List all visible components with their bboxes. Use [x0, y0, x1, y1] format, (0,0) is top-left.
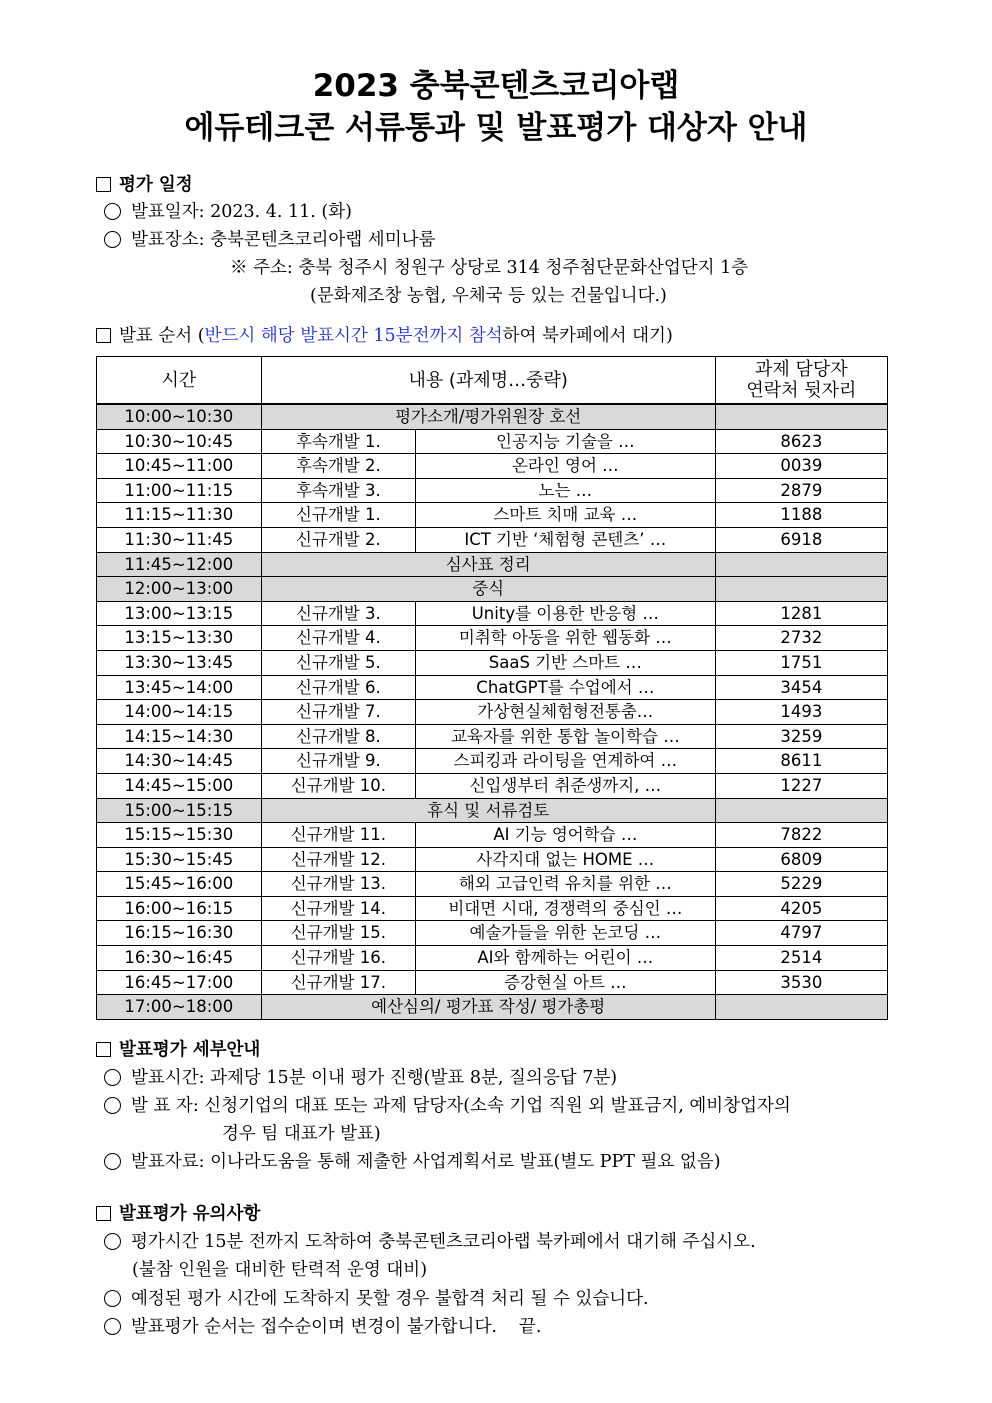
track-cell: 신규개발 1. — [261, 503, 415, 528]
order-heading-suffix: 하여 북카페에서 대기) — [502, 326, 673, 346]
time-cell: 14:00~14:15 — [97, 700, 262, 725]
contact-cell: 5229 — [715, 872, 887, 897]
project-title-cell: 스마트 치매 교육 … — [415, 503, 715, 528]
order-heading-highlight: 반드시 해당 발표시간 15분전까지 참석 — [204, 326, 503, 346]
contact-cell: 8623 — [715, 429, 887, 454]
time-cell: 16:00~16:15 — [97, 896, 262, 921]
contact-cell: 3530 — [715, 970, 887, 995]
track-cell: 신규개발 15. — [261, 921, 415, 946]
project-title-cell: 온라인 영어 … — [415, 454, 715, 479]
table-row — [97, 724, 888, 749]
header-content: 내용 (과제명…중략) — [261, 357, 715, 405]
table-row — [97, 749, 888, 774]
project-title-cell: 비대면 시대, 경쟁력의 중심인 … — [415, 896, 715, 921]
table-row — [97, 896, 888, 921]
time-cell: 14:45~15:00 — [97, 773, 262, 798]
contact-cell: 6918 — [715, 527, 887, 552]
project-title-cell: 증강현실 아트 … — [415, 970, 715, 995]
circle-bullet-icon — [104, 1069, 121, 1086]
notice-item2-text: 예정된 평가 시간에 도착하지 못할 경우 불합격 처리 될 수 있습니다. — [131, 1289, 649, 1309]
time-cell: 17:00~18:00 — [97, 995, 262, 1020]
notice-item1 — [104, 1230, 756, 1254]
agenda-cell: 심사표 정리 — [261, 552, 715, 577]
schedule-heading — [96, 173, 193, 197]
table-row — [97, 527, 888, 552]
agenda-cell: 휴식 및 서류검토 — [261, 798, 715, 823]
circle-bullet-icon — [104, 203, 121, 220]
track-cell: 신규개발 11. — [261, 823, 415, 848]
circle-bullet-icon — [104, 1318, 121, 1335]
time-cell: 14:30~14:45 — [97, 749, 262, 774]
agenda-cell: 평가소개/평가위원장 호선 — [261, 404, 715, 429]
table-row — [97, 675, 888, 700]
checkbox-square-icon — [96, 328, 111, 343]
table-row — [97, 872, 888, 897]
project-title-cell: 인공지능 기술을 … — [415, 429, 715, 454]
detail-heading — [96, 1038, 260, 1062]
project-title-cell: 교육자를 위한 통합 놀이학습 … — [415, 724, 715, 749]
time-cell: 13:30~13:45 — [97, 650, 262, 675]
header-time: 시간 — [97, 357, 262, 405]
contact-cell: 1227 — [715, 773, 887, 798]
notice-item1-cont: (불참 인원을 대비한 탄력적 운영 대비) — [132, 1260, 428, 1280]
detail-time-text: 발표시간: 과제당 15분 이내 평가 진행(발표 8분, 질의응답 7분) — [131, 1068, 618, 1088]
detail-presenter-cont: 경우 팀 대표가 발표) — [222, 1124, 381, 1144]
time-cell: 16:30~16:45 — [97, 946, 262, 971]
contact-cell — [715, 577, 887, 602]
header-contact — [715, 357, 887, 405]
circle-bullet-icon — [104, 1233, 121, 1250]
contact-cell: 8611 — [715, 749, 887, 774]
checkbox-square-icon — [96, 177, 111, 192]
schedule-date-text: 발표일자: 2023. 4. 11. (화) — [131, 202, 352, 222]
track-cell: 신규개발 6. — [261, 675, 415, 700]
notice-item3 — [104, 1315, 541, 1339]
track-cell: 후속개발 1. — [261, 429, 415, 454]
notice-heading-text: 발표평가 유의사항 — [119, 1204, 261, 1224]
schedule-place-text: 발표장소: 충북콘텐츠코리아랩 세미나룸 — [131, 230, 436, 250]
time-cell: 12:00~13:00 — [97, 577, 262, 602]
project-title-cell: Unity를 이용한 반응형 … — [415, 601, 715, 626]
table-row — [97, 626, 888, 651]
track-cell: 신규개발 2. — [261, 527, 415, 552]
project-title-cell: 가상현실체험형전통춤… — [415, 700, 715, 725]
table-row — [97, 478, 888, 503]
contact-cell — [715, 995, 887, 1020]
table-row — [97, 552, 888, 577]
header-contact-line1: 과제 담당자 — [755, 359, 848, 380]
agenda-cell: 중식 — [261, 577, 715, 602]
contact-cell: 2514 — [715, 946, 887, 971]
track-cell: 신규개발 16. — [261, 946, 415, 971]
project-title-cell: 사각지대 없는 HOME … — [415, 847, 715, 872]
contact-cell: 2732 — [715, 626, 887, 651]
agenda-cell: 예산심의/ 평가표 작성/ 평가총평 — [261, 995, 715, 1020]
time-cell: 10:00~10:30 — [97, 404, 262, 429]
track-cell: 신규개발 3. — [261, 601, 415, 626]
track-cell: 신규개발 8. — [261, 724, 415, 749]
detail-materials-text: 발표자료: 이나라도움을 통해 제출한 사업계획서로 발표(별도 PPT 필요 없음) — [131, 1152, 721, 1172]
project-title-cell: 스피킹과 라이팅을 연계하여 … — [415, 749, 715, 774]
table-row — [97, 577, 888, 602]
track-cell: 신규개발 12. — [261, 847, 415, 872]
detail-heading-text: 발표평가 세부안내 — [119, 1040, 261, 1060]
table-row — [97, 970, 888, 995]
contact-cell: 1751 — [715, 650, 887, 675]
header-contact-line2: 연락처 뒷자리 — [746, 380, 857, 401]
track-cell: 신규개발 14. — [261, 896, 415, 921]
contact-cell: 2879 — [715, 478, 887, 503]
table-row — [97, 454, 888, 479]
track-cell: 신규개발 13. — [261, 872, 415, 897]
project-title-cell: 예술가들을 위한 논코딩 … — [415, 921, 715, 946]
circle-bullet-icon — [104, 1153, 121, 1170]
project-title-cell: AI 기능 영어학습 … — [415, 823, 715, 848]
contact-cell: 3454 — [715, 675, 887, 700]
notice-item2 — [104, 1287, 649, 1311]
contact-cell: 0039 — [715, 454, 887, 479]
time-cell: 16:45~17:00 — [97, 970, 262, 995]
time-cell: 16:15~16:30 — [97, 921, 262, 946]
table-row — [97, 946, 888, 971]
schedule-address-note: (문화제조창 농협, 우체국 등 있는 건물입니다.) — [310, 286, 667, 306]
table-row — [97, 798, 888, 823]
contact-cell: 7822 — [715, 823, 887, 848]
notice-item1-text: 평가시간 15분 전까지 도착하여 충북콘텐츠코리아랩 북카페에서 대기해 주십시오. — [131, 1232, 756, 1252]
track-cell: 신규개발 5. — [261, 650, 415, 675]
document-title-line1: 2023 충북콘텐츠코리아랩 — [312, 68, 680, 104]
project-title-cell: 미취학 아동을 위한 웹동화 … — [415, 626, 715, 651]
time-cell: 11:00~11:15 — [97, 478, 262, 503]
schedule-place — [104, 228, 435, 252]
time-cell: 15:15~15:30 — [97, 823, 262, 848]
contact-cell — [715, 552, 887, 577]
table-header-row — [97, 357, 888, 405]
document-title-line2: 에듀테크콘 서류통과 및 발표평가 대상자 안내 — [184, 110, 808, 146]
contact-cell — [715, 798, 887, 823]
contact-cell: 1493 — [715, 700, 887, 725]
track-cell: 신규개발 9. — [261, 749, 415, 774]
table-row — [97, 700, 888, 725]
time-cell: 11:15~11:30 — [97, 503, 262, 528]
time-cell: 10:45~11:00 — [97, 454, 262, 479]
project-title-cell: ICT 기반 ‘체험형 콘텐츠’ … — [415, 527, 715, 552]
end-mark: 끝. — [518, 1317, 542, 1337]
table-row — [97, 823, 888, 848]
circle-bullet-icon — [104, 231, 121, 248]
time-cell: 13:45~14:00 — [97, 675, 262, 700]
notice-item3-text: 발표평가 순서는 접수순이며 변경이 불가합니다. — [131, 1317, 497, 1337]
project-title-cell: 노는 … — [415, 478, 715, 503]
schedule-address: ※ 주소: 충북 청주시 청원구 상당로 314 청주첨단문화산업단지 1층 — [230, 258, 749, 278]
table-body — [97, 404, 888, 1019]
track-cell: 신규개발 10. — [261, 773, 415, 798]
time-cell: 15:30~15:45 — [97, 847, 262, 872]
contact-cell: 6809 — [715, 847, 887, 872]
circle-bullet-icon — [104, 1290, 121, 1307]
time-cell: 10:30~10:45 — [97, 429, 262, 454]
time-cell: 15:00~15:15 — [97, 798, 262, 823]
track-cell: 후속개발 3. — [261, 478, 415, 503]
track-cell: 신규개발 7. — [261, 700, 415, 725]
circle-bullet-icon — [104, 1097, 121, 1114]
project-title-cell: ChatGPT를 수업에서 … — [415, 675, 715, 700]
presentation-schedule-table — [96, 356, 888, 1020]
table-row — [97, 773, 888, 798]
time-cell: 13:00~13:15 — [97, 601, 262, 626]
detail-presenter — [104, 1094, 791, 1118]
notice-heading — [96, 1202, 260, 1226]
contact-cell: 4205 — [715, 896, 887, 921]
table-row — [97, 404, 888, 429]
contact-cell: 1281 — [715, 601, 887, 626]
contact-cell: 3259 — [715, 724, 887, 749]
table-row — [97, 650, 888, 675]
project-title-cell: 해외 고급인력 유치를 위한 … — [415, 872, 715, 897]
contact-cell: 4797 — [715, 921, 887, 946]
contact-cell — [715, 404, 887, 429]
contact-cell: 1188 — [715, 503, 887, 528]
checkbox-square-icon — [96, 1206, 111, 1221]
detail-time — [104, 1066, 617, 1090]
table-row — [97, 429, 888, 454]
time-cell: 11:30~11:45 — [97, 527, 262, 552]
table-row — [97, 503, 888, 528]
detail-presenter-text: 발 표 자: 신청기업의 대표 또는 과제 담당자(소속 기업 직원 외 발표금지, 예비창업자의 — [131, 1096, 791, 1116]
track-cell: 신규개발 17. — [261, 970, 415, 995]
track-cell: 후속개발 2. — [261, 454, 415, 479]
schedule-date — [104, 200, 352, 224]
time-cell: 15:45~16:00 — [97, 872, 262, 897]
time-cell: 13:15~13:30 — [97, 626, 262, 651]
checkbox-square-icon — [96, 1042, 111, 1057]
project-title-cell: AI와 함께하는 어린이 … — [415, 946, 715, 971]
table-row — [97, 601, 888, 626]
time-cell: 14:15~14:30 — [97, 724, 262, 749]
table-row — [97, 921, 888, 946]
project-title-cell: SaaS 기반 스마트 … — [415, 650, 715, 675]
order-heading — [96, 324, 673, 348]
table-row — [97, 847, 888, 872]
time-cell: 11:45~12:00 — [97, 552, 262, 577]
project-title-cell: 신입생부터 취준생까지, … — [415, 773, 715, 798]
order-heading-prefix: 발표 순서 ( — [119, 326, 205, 346]
table-row — [97, 995, 888, 1020]
detail-materials — [104, 1150, 721, 1174]
track-cell: 신규개발 4. — [261, 626, 415, 651]
schedule-heading-text: 평가 일정 — [119, 175, 193, 195]
